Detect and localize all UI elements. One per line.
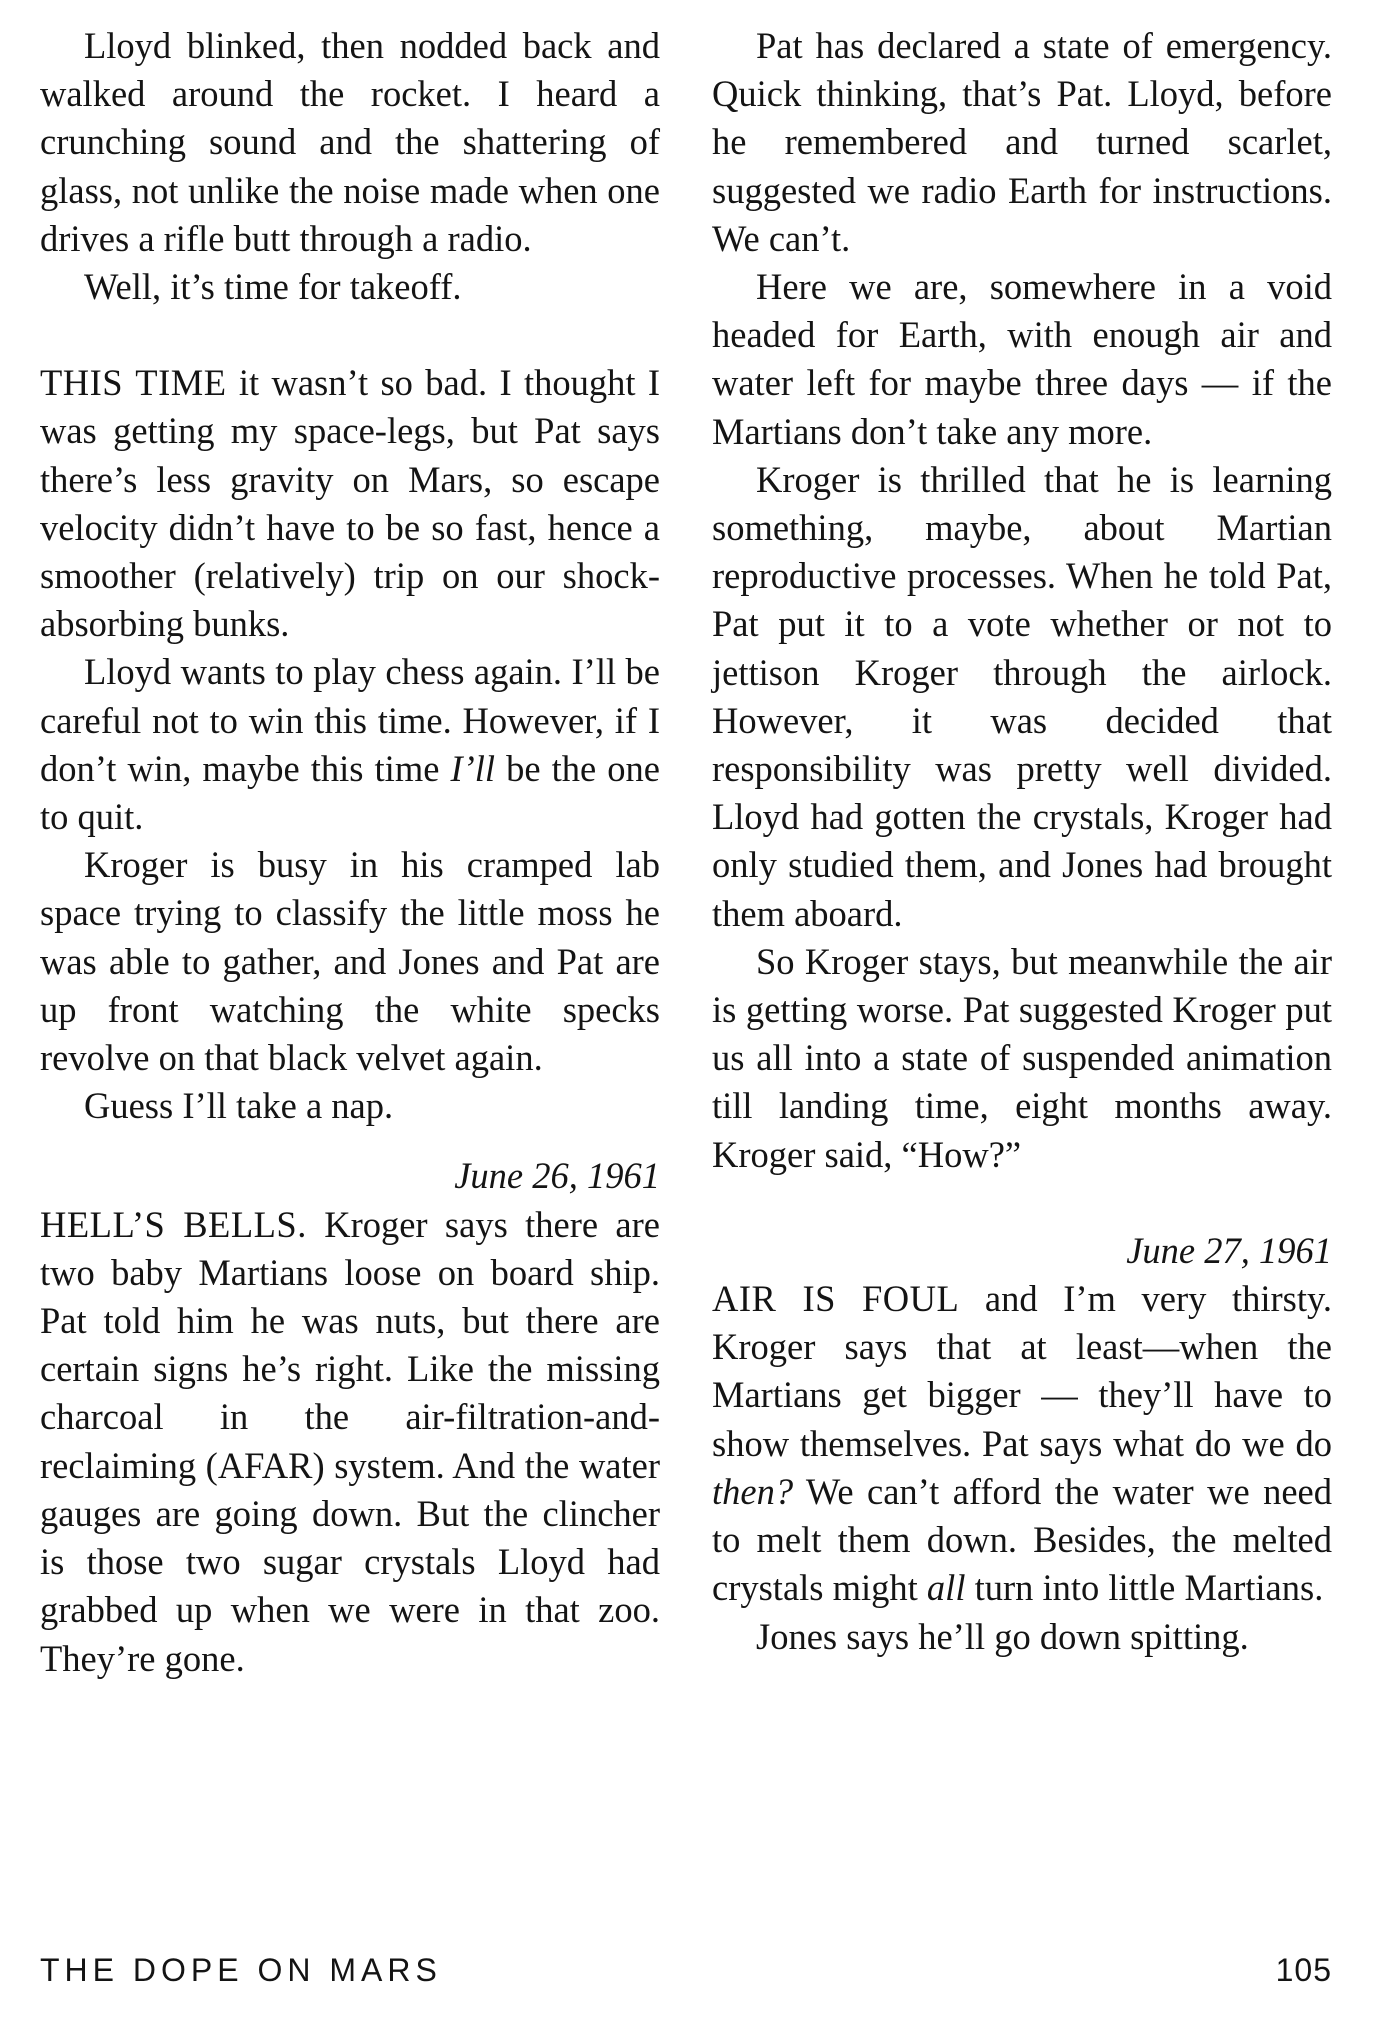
paragraph-text: Kroger says there are two baby Martians loose on board ship. Pat told him he was nuts, but there are certain signs he’s right. Like the missing charcoal in the air-filtration-and-reclaiming (AFAR) system. And the water gauges are going down. But the clincher is those two sugar crystals Lloyd had grabbed up when we were in that zoo. They’re gone. [40, 1203, 660, 1679]
left-column [40, 22, 660, 1683]
entry-date: June 26, 1961 [454, 1155, 660, 1197]
paragraph-text: be the one to quit. [40, 747, 660, 838]
page-number: 105 [1275, 1952, 1332, 1988]
paragraph: Kroger is thrilled that he is learning something, maybe, about Martian reproductive processes. When he told Pat, Pat put it to a vote whether or not to jettison Kroger through the airlock. However, it was decided that responsibility was pretty well divided. Lloyd had gotten the crystals, Kroger had only studied them, and Jones had brought them aboard. [712, 458, 1332, 934]
paragraph [40, 359, 660, 648]
paragraph-text: and I’m very thirsty. Kroger says that at least—when the Martians get bigger — they’ll have to show themselves. Pat says what do we do [712, 1278, 1332, 1464]
paragraph: Kroger is busy in his cramped lab space trying to classify the little moss he was able to gather, and Jones and Pat are up front watching the white specks revolve on that black velvet again. [40, 844, 660, 1079]
paragraph: So Kroger stays, but meanwhile the air is getting worse. Pat suggested Kroger put us all into a state of suspended animation till landing time, eight months away. Kroger said, “How?” [712, 940, 1332, 1175]
paragraph: Pat has declared a state of emergency. Quick thinking, that’s Pat. Lloyd, before he remembered and turned scarlet, suggested we radio Earth for instructions. We can’t. [712, 25, 1332, 259]
section-break [712, 1179, 1332, 1227]
section-break [40, 311, 660, 359]
paragraph-text: Lloyd wants to play chess again. I’ll be careful not to win this time. However, if I don’t win, maybe this time [40, 651, 660, 789]
paragraph-text: it wasn’t so bad. I thought I was getting my space-legs, but Pat says there’s less gravity on Mars, so escape velocity didn’t have to be so fast, hence a smoother (relatively) trip on our shock-absorbing bunks. [40, 362, 660, 645]
paragraph [40, 1201, 660, 1683]
entry-date: June 27, 1961 [1126, 1229, 1332, 1271]
emphasis-text: all [926, 1567, 966, 1609]
paragraph: Lloyd blinked, then nodded back and walked around the rocket. I heard a crunching sound and the shattering of glass, not unlike the noise made when one drives a rifle butt through a radio. [40, 25, 660, 259]
paragraph: Guess I’ll take a nap. [84, 1085, 394, 1127]
emphasis-text: then? [712, 1470, 794, 1512]
lead-in-caps: HELL’S BELLS. [40, 1203, 307, 1245]
paragraph: Well, it’s time for takeoff. [84, 266, 462, 308]
section-break [40, 1130, 660, 1152]
paragraph-text: turn into little Martians. [965, 1567, 1324, 1609]
paragraph-text: We can’t afford the water we need to melt them down. Besides, the melted crystals might [712, 1470, 1332, 1609]
paragraph [712, 1275, 1332, 1612]
right-column [712, 22, 1332, 1661]
lead-in-caps: THIS TIME [40, 362, 227, 404]
paragraph: Jones says he’ll go down spitting. [756, 1615, 1249, 1657]
emphasis-text: I’ll [450, 747, 496, 789]
paragraph [40, 648, 660, 841]
lead-in-caps: AIR IS FOUL [712, 1278, 960, 1320]
running-title: THE DOPE ON MARS [40, 1952, 442, 1988]
paragraph: Here we are, somewhere in a void headed for Earth, with enough air and water left for maybe three days — if the Martians don’t take any more. [712, 266, 1332, 452]
